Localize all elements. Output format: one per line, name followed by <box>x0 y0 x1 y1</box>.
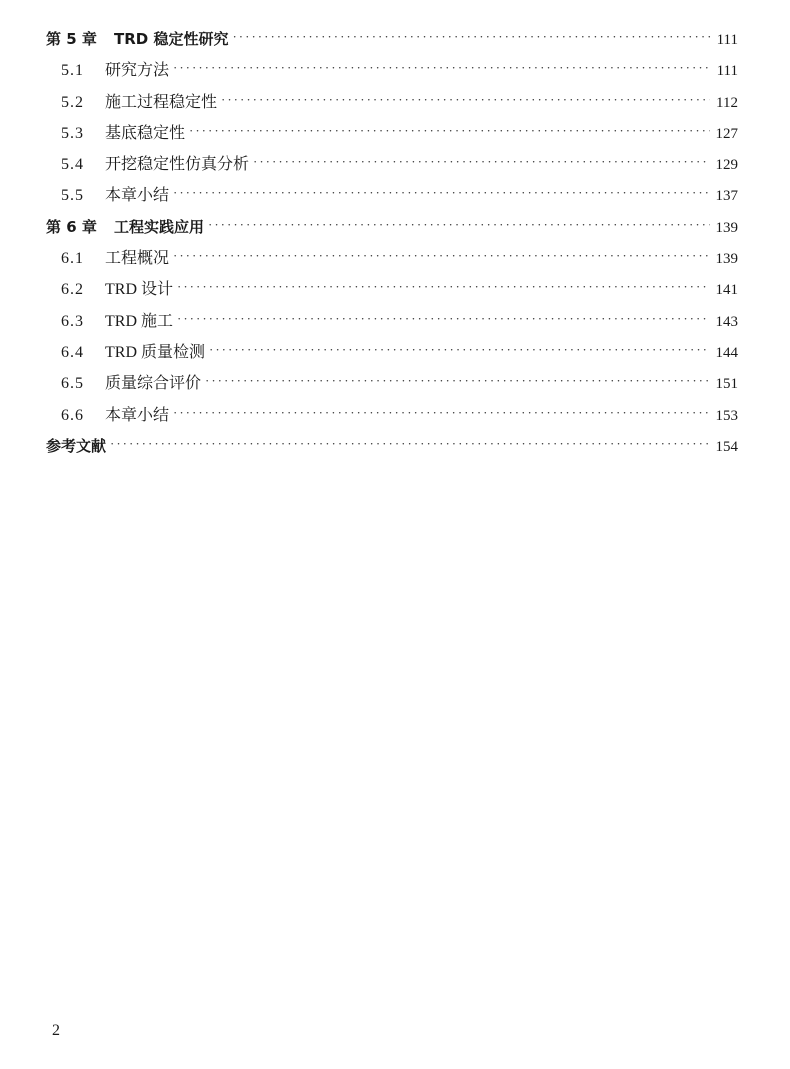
toc-page: 111 <box>716 32 738 48</box>
toc-number: 5.3 <box>61 124 84 142</box>
toc-chapter-6[interactable] <box>46 212 738 243</box>
toc-section-5-5[interactable] <box>46 180 738 211</box>
toc-page: 129 <box>715 157 738 174</box>
toc-page: 141 <box>715 282 738 299</box>
toc-page: 153 <box>715 407 738 424</box>
toc-section-5-1[interactable] <box>46 55 738 86</box>
toc-page: 143 <box>715 313 738 330</box>
toc-references[interactable] <box>46 431 738 462</box>
toc-number: 5.2 <box>61 93 84 111</box>
toc-title: 质量综合评价 <box>105 375 202 393</box>
dot-leader <box>232 21 710 52</box>
toc-page: 112 <box>716 94 738 111</box>
toc-page: 139 <box>715 219 738 236</box>
toc-title: 施工过程稳定性 <box>105 93 218 111</box>
toc-number: 6.2 <box>61 281 84 299</box>
toc-section-6-1[interactable] <box>46 243 738 274</box>
toc-section-6-4[interactable] <box>46 337 738 368</box>
toc-title: 开挖稳定性仿真分析 <box>105 156 250 174</box>
toc-number: 5.5 <box>61 187 84 205</box>
dot-leader <box>221 84 710 115</box>
dot-leader <box>209 334 709 365</box>
toc-number: 6.6 <box>61 406 84 424</box>
toc-number: 第 5 章 <box>46 30 97 48</box>
dot-leader <box>173 52 711 83</box>
toc-title: TRD 设计 <box>105 281 174 299</box>
toc-page: 137 <box>715 188 738 205</box>
toc-number: 6.3 <box>61 312 84 330</box>
toc-section-6-2[interactable] <box>46 274 738 305</box>
dot-leader <box>177 303 709 334</box>
toc-section-5-2[interactable] <box>46 87 738 118</box>
toc-page: 151 <box>715 376 738 393</box>
toc-page: 111 <box>716 63 738 80</box>
toc-title: 工程实践应用 <box>114 217 205 236</box>
toc-title: 本章小结 <box>105 406 170 424</box>
toc-title: TRD 施工 <box>105 312 174 330</box>
toc-title: 工程概况 <box>105 250 170 268</box>
dot-leader <box>110 428 709 459</box>
dot-leader <box>173 177 709 208</box>
table-of-contents <box>46 24 738 462</box>
toc-number: 5.1 <box>61 62 84 80</box>
dot-leader <box>208 209 709 240</box>
toc-page: 139 <box>715 251 738 268</box>
page-number: 2 <box>52 1022 60 1039</box>
toc-section-6-6[interactable] <box>46 400 738 431</box>
dot-leader <box>205 365 709 396</box>
toc-number: 6.5 <box>61 375 84 393</box>
dot-leader <box>253 146 709 177</box>
toc-title: TRD 稳定性研究 <box>114 30 229 48</box>
toc-number: 6.1 <box>61 250 84 268</box>
toc-section-6-5[interactable] <box>46 368 738 399</box>
dot-leader <box>173 240 709 271</box>
toc-title: TRD 质量检测 <box>105 343 206 361</box>
toc-page: 127 <box>715 125 738 142</box>
dot-leader <box>189 115 709 146</box>
toc-title: 本章小结 <box>105 187 170 205</box>
toc-chapter-5[interactable] <box>46 24 738 55</box>
dot-leader <box>173 397 709 428</box>
toc-page: 144 <box>715 344 738 361</box>
toc-number: 第 6 章 <box>46 217 97 236</box>
toc-title: 基底稳定性 <box>105 124 186 142</box>
toc-title: 研究方法 <box>105 62 170 80</box>
toc-section-5-4[interactable] <box>46 149 738 180</box>
dot-leader <box>177 271 709 302</box>
toc-title: 参考文献 <box>46 436 107 455</box>
toc-number: 5.4 <box>61 156 84 174</box>
toc-page: 154 <box>715 438 738 455</box>
toc-section-6-3[interactable] <box>46 306 738 337</box>
toc-section-5-3[interactable] <box>46 118 738 149</box>
toc-number: 6.4 <box>61 343 84 361</box>
